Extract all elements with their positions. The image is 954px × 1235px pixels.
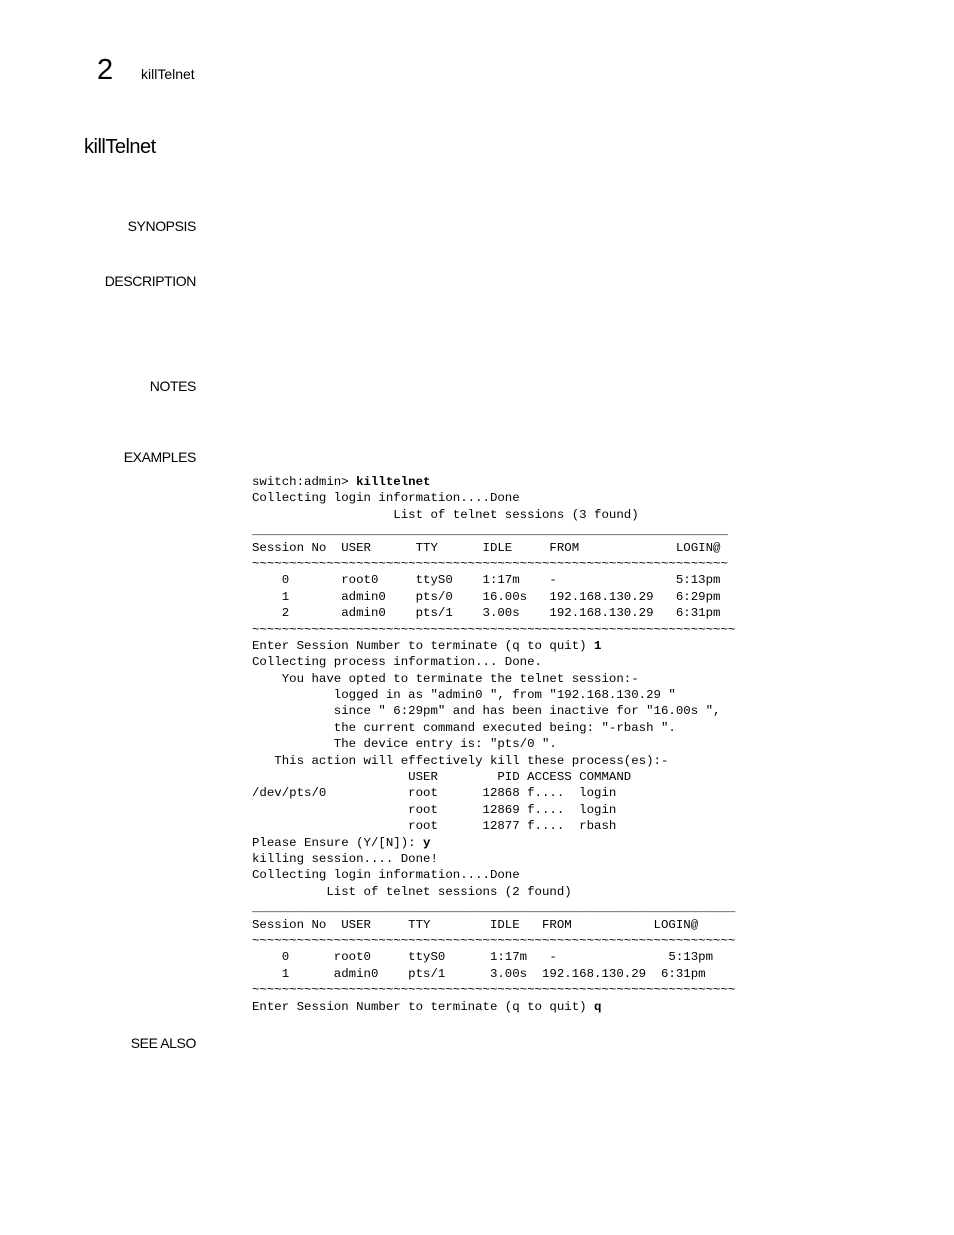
running-title: killTelnet (141, 66, 195, 82)
example-line (252, 785, 735, 801)
example-line (252, 802, 735, 818)
example-line-text: Collecting login information....Done (252, 868, 520, 883)
example-line (252, 835, 735, 851)
example-line-text: ~~~~~~~~~~~~~~~~~~~~~~~~~~~~~~~~~~~~~~~~~~~~~~~~~~~~~~~~~~~~~~~~~ (252, 983, 736, 998)
example-line (252, 769, 735, 785)
example-line-text: _________________________________________________________________ (252, 901, 736, 916)
example-line-text: Please Ensure (Y/[N]): (252, 835, 424, 850)
example-line-text: The device entry is: "pts/0 ". (252, 737, 557, 752)
example-user-input: killtelnet (356, 475, 431, 489)
example-line (252, 753, 735, 769)
example-line-text: 0 root0 ttyS0 1:17m - 5:13pm (252, 573, 721, 588)
example-line (252, 917, 735, 933)
example-line (252, 654, 735, 670)
example-line-text: ~~~~~~~~~~~~~~~~~~~~~~~~~~~~~~~~~~~~~~~~~~~~~~~~~~~~~~~~~~~~~~~~ (252, 556, 728, 571)
example-line (252, 523, 735, 539)
example-line-text: USER PID ACCESS COMMAND (252, 770, 632, 785)
example-line-text: 2 admin0 pts/1 3.00s 192.168.130.29 6:31pm (252, 606, 721, 621)
example-line (252, 949, 735, 965)
example-line-text: 1 admin0 pts/1 3.00s 192.168.130.29 6:31pm (252, 966, 706, 981)
example-line (252, 638, 735, 654)
example-line-text: root 12869 f.... login (252, 802, 617, 817)
example-line (252, 933, 735, 949)
example-line (252, 556, 735, 572)
example-line (252, 884, 735, 900)
example-line-text: Collecting process information... Done. (252, 655, 542, 670)
example-user-input: 1 (594, 638, 602, 653)
section-label-examples: EXAMPLES (123, 449, 196, 465)
section-label-description: DESCRIPTION (104, 273, 196, 289)
example-line (252, 474, 735, 490)
example-line (252, 671, 735, 687)
example-line-text: List of telnet sessions (3 found) (252, 507, 639, 522)
example-line (252, 720, 735, 736)
example-line (252, 966, 735, 982)
example-line-text: logged in as "admin0 ", from "192.168.130.29 " (252, 688, 676, 703)
example-line (252, 982, 735, 998)
example-line (252, 999, 735, 1015)
example-line (252, 490, 735, 506)
example-line (252, 605, 735, 621)
example-line-text: since " 6:29pm" and has been inactive for "16.00s ", (252, 704, 721, 719)
section-label-see-also: SEE ALSO (130, 1035, 196, 1051)
example-line-text: switch:admin> (252, 475, 357, 489)
example-line (252, 572, 735, 588)
example-line (252, 736, 735, 752)
example-line-text: killing session.... Done! (252, 851, 438, 866)
example-line-text: Session No USER TTY IDLE FROM LOGIN@ (252, 540, 721, 555)
example-line (252, 507, 735, 523)
example-line-text: Session No USER TTY IDLE FROM LOGIN@ (252, 917, 699, 932)
example-line-text: This action will effectively kill these process(es):- (252, 753, 669, 768)
example-line-text: ~~~~~~~~~~~~~~~~~~~~~~~~~~~~~~~~~~~~~~~~~~~~~~~~~~~~~~~~~~~~~~~~~ (252, 933, 736, 948)
example-line-text: 0 root0 ttyS0 1:17m - 5:13pm (252, 950, 714, 965)
example-line-text: root 12877 f.... rbash (252, 819, 617, 834)
example-line-text: /dev/pts/0 root 12868 f.... login (252, 786, 617, 801)
section-label-synopsis: SYNOPSIS (127, 218, 196, 234)
example-line-text: 1 admin0 pts/0 16.00s 192.168.130.29 6:29pm (252, 589, 721, 604)
example-line (252, 818, 735, 834)
example-line-text: ________________________________________________________________ (252, 524, 728, 539)
example-line-text: the current command executed being: "-rbash ". (252, 720, 676, 735)
example-line (252, 867, 735, 883)
example-line-text: ~~~~~~~~~~~~~~~~~~~~~~~~~~~~~~~~~~~~~~~~~~~~~~~~~~~~~~~~~~~~~~~~~ (252, 622, 736, 637)
example-line-text: Collecting login information....Done (252, 491, 520, 506)
section-label-notes: NOTES (149, 378, 196, 394)
example-line (252, 900, 735, 916)
example-user-input: q (594, 999, 602, 1014)
example-line-text: Enter Session Number to terminate (q to quit) (252, 999, 595, 1014)
example-line (252, 851, 735, 867)
example-line (252, 703, 735, 719)
chapter-number: 2 (97, 54, 114, 86)
page-title: killTelnet (84, 136, 156, 158)
example-user-input: y (423, 835, 431, 850)
example-line (252, 589, 735, 605)
example-line-text: Enter Session Number to terminate (q to quit) (252, 638, 595, 653)
example-line (252, 540, 735, 556)
example-code-block (252, 474, 735, 1015)
example-line-text: List of telnet sessions (2 found) (252, 884, 572, 899)
example-line-text: You have opted to terminate the telnet session:- (252, 671, 639, 686)
example-line (252, 622, 735, 638)
example-line (252, 687, 735, 703)
